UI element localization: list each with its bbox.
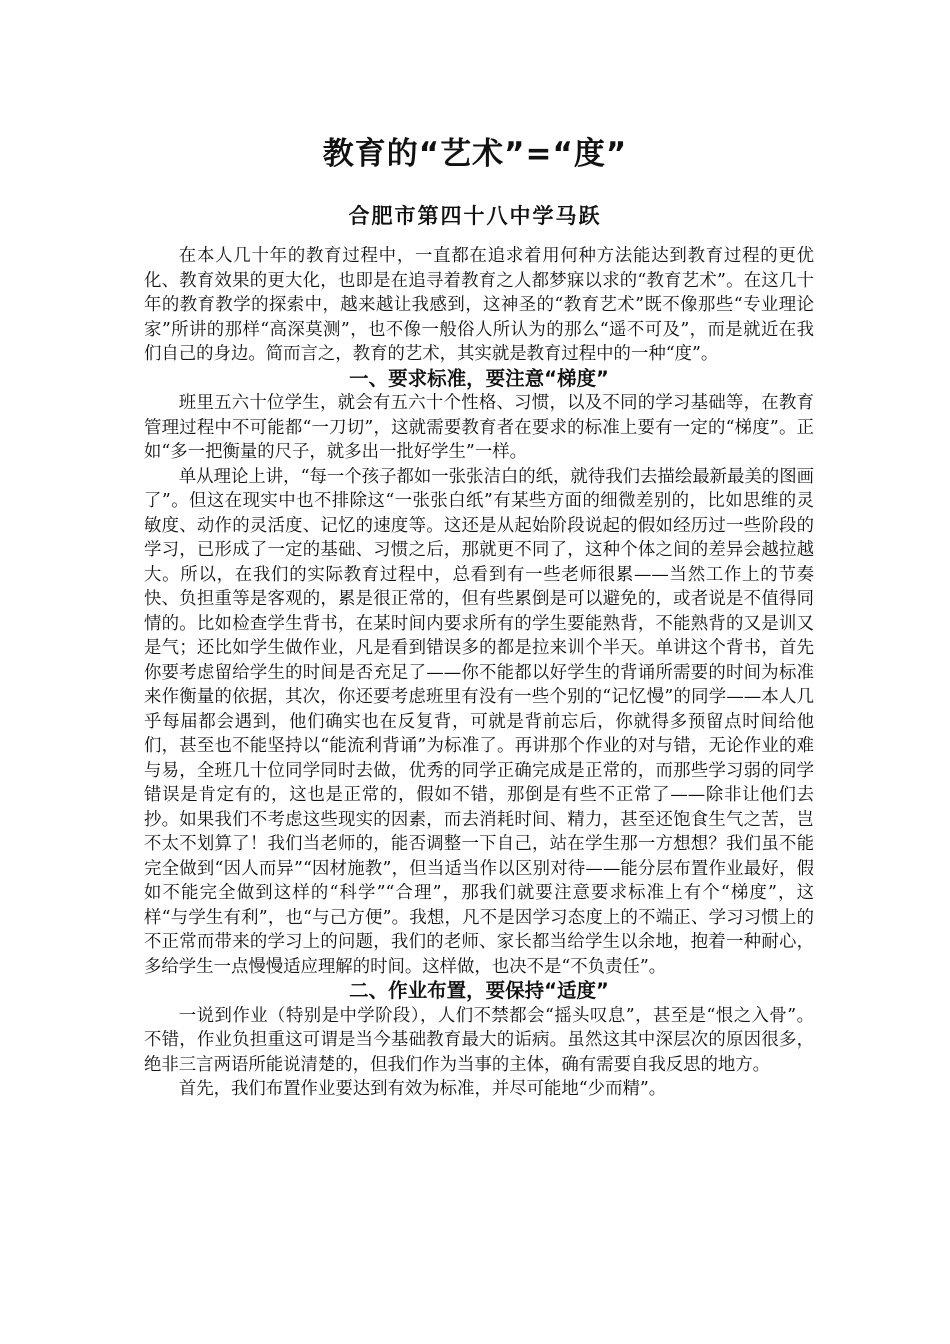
section2-paragraph: 一说到作业（特别是中学阶段），人们不禁都会“摇头叹息”，甚至是“恨之入骨”。不错，作业负担重这可谓是当今基础教育最大的诟病。虽然这其中深层次的原因很多，绝非三言两语所能说清楚的，但我们作为当事的主体，确有需要自我反思的地方。 [144,1005,814,1075]
section1-paragraph: 单从理论上讲，“每一个孩子都如一张张洁白的纸，就待我们去描绘最新最美的图画了”。但这在现实中也不排除这“一张张白纸”有某些方面的细微差别的，比如思维的灵敏度、动作的灵活度、记忆的速度等。这还是从起始阶段说起的假如经历过一些阶段的学习，已形成了一定的基础、习惯之后，那就更不同了，这种个体之间的差异会越拉越大。所以，在我们的实际教育过程中，总看到有一些老师很累——当然工作上的节奏快、负担重等是客观的，累是很正常的，但有些累倒是可以避免的，或者说是不值得同情的。比如检查学生背书，在某时间内要求所有的学生要能熟背，不能熟背的又是训又是气；还比如学生做作业，凡是看到错误多的都是拉来训个半天。单讲这个背书，首先你要考虑留给学生的时间是否充足了——你不能都以好学生的背诵所需要的时间为标准来作衡量的依据，其次，你还要考虑班里有没有一些个别的“记忆慢”的同学——本人几乎每届都会遇到，他们确实也在反复背，可就是背前忘后，你就得多预留点时间给他们，甚至也不能坚持以“能流利背诵”为标准了。再讲那个作业的对与错，无论作业的难与易，全班几十位同学同时去做，优秀的同学正确完成是正常的，而那些学习弱的同学错误是肯定有的，这也是正常的，假如不错，那倒是有些不正常了——除非让他们去抄。如果我们不考虑这些现实的因素，而去消耗时间、精力，甚至还饱食生气之苦，岂不太不划算了！我们当老师的，能否调整一下自己，站在学生那一方想想？我们虽不能完全做到“因人而异”“因材施教”，但当适当作以区别对待——能分层布置作业最好，假如不能完全做到这样的“科学”“合理”，那我们就要注意要求标准上有个“梯度”，这样“与学生有利”，也“与己方便”。我想，凡不是因学习态度上的不端正、学习习惯上的不正常而带来的学习上的问题，我们的老师、家长都当给学生以余地，抱着一种耐心，多给学生一点慢慢适应理解的时间。这样做，也决不是“不负责任”。 [144,466,814,977]
author-line: 合肥市第四十八中学马跃 [348,203,602,228]
section-heading-1: 一、要求标准，要注意“梯度” [349,366,609,390]
document-body [144,244,814,1102]
section-heading-2: 二、作业布置，要保持“适度” [349,979,609,1002]
section1-paragraph: 班里五六十位学生，就会有五六十个性格、习惯，以及不同的学习基础等，在教育管理过程中不可能都“一刀切”，这就需要教育者在要求的标准上要有一定的“梯度”。正如“多一把衡量的尺子，就多出一批好学生”一样。 [144,393,814,462]
document-title: 教育的“艺术”=“度” [322,136,628,172]
section2-paragraph: 首先，我们布置作业要达到有效为标准，并尽可能地“少而精”。 [178,1079,667,1099]
intro-paragraph: 在本人几十年的教育过程中，一直都在追求着用何种方法能达到教育过程的更优化、教育效果的更大化，也即是在追寻着教育之人都梦寐以求的“教育艺术”。在这几十年的教育教学的探索中，越来越让我感到，这神圣的“教育艺术”既不像那些“专业理论家”所讲的那样“高深莫测”，也不像一般俗人所认为的那么“遥不可及”，而是就近在我们自己的身边。简而言之，教育的艺术，其实就是教育过程中的一种“度”。 [144,246,814,364]
